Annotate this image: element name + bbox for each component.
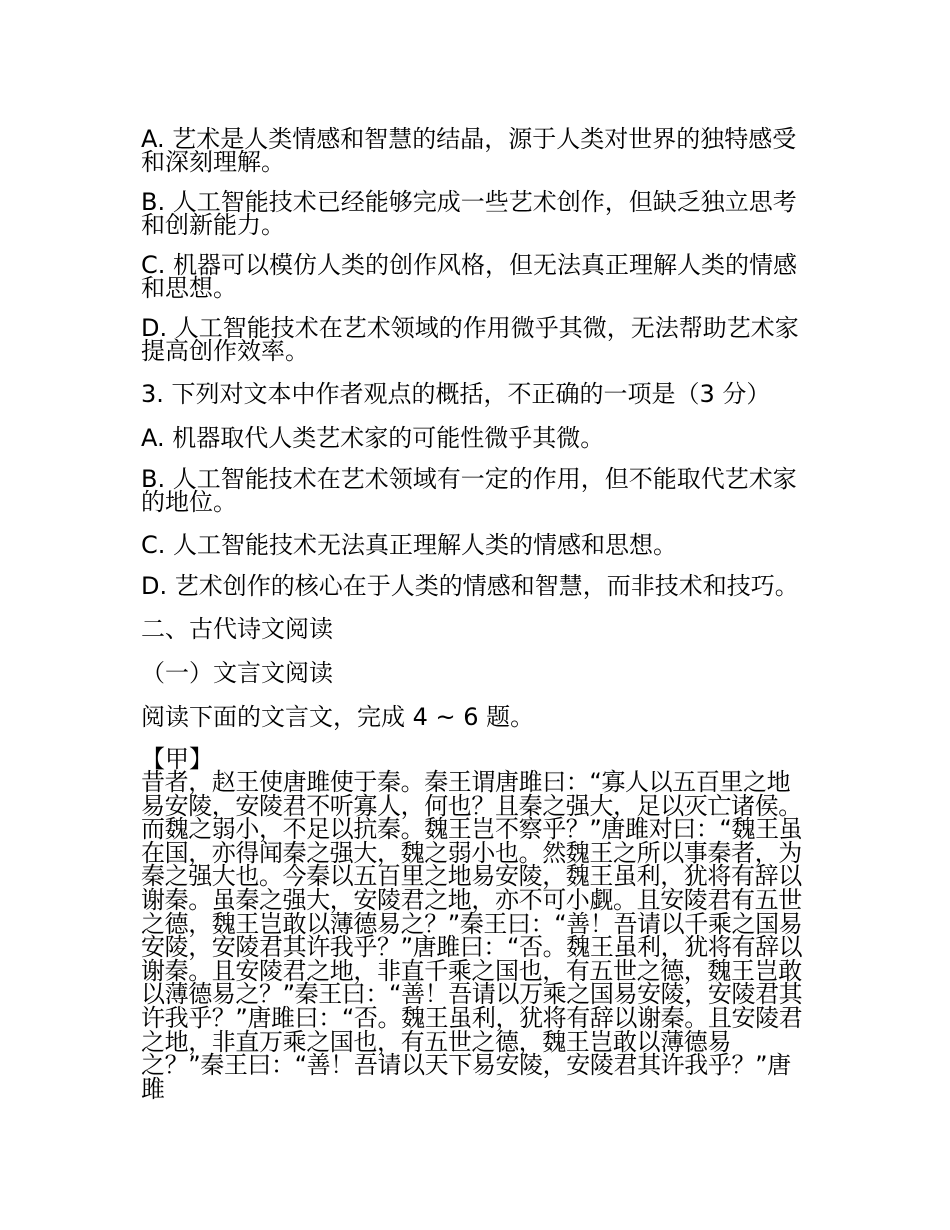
passage-label: 【甲】 xyxy=(141,745,213,773)
document-content xyxy=(141,125,806,1103)
subsection-title: （一）文言文阅读 xyxy=(141,659,333,687)
q3-stem: 3. 下列对文本中作者观点的概括，不正确的一项是（3 分） xyxy=(141,380,771,408)
q3-option-a: A. 机器取代人类艺术家的可能性微乎其微。 xyxy=(141,424,605,452)
q3-option-b: B. 人工智能技术在艺术领域有一定的作用，但不能取代艺术家的地位。 xyxy=(141,465,797,516)
q3-option-c: C. 人工智能技术无法真正理解人类的情感和思想。 xyxy=(141,531,678,559)
q3-option-d: D. 艺术创作的核心在于人类的情感和智慧，而非技术和技巧。 xyxy=(141,572,799,600)
section-title: 二、古代诗文阅读 xyxy=(141,615,333,643)
q2-option-b: B. 人工智能技术已经能够完成一些艺术创作，但缺乏独立思考和创新能力。 xyxy=(141,188,797,239)
instruction: 阅读下面的文言文，完成 4 ~ 6 题。 xyxy=(141,703,535,731)
passage-text: 昔者，赵王使唐雎使于秦。秦王谓唐雎曰：“寡人以五百里之地易安陵，安陵君不听寡人，何也？且秦之强大，足以灭亡诸侯。而魏之弱小，不足以抗秦。魏王岂不察乎？”唐雎对曰：“魏王虽在国，亦得闻秦之强大，魏之弱小也。然魏王之所以事秦者，为秦之强大也。今秦以五百里之地易安陵，魏王虽利，犹将有辞以谢秦。虽秦之强大，安陵君之地，亦不可小觑。且安陵君有五世之德，魏王岂敢以薄德易之？”秦王曰：“善！吾请以千乘之国易安陵，安陵君其许我乎？”唐雎曰：“否。魏王虽利，犹将有辞以谢秦。且安陵君之地，非直千乘之国也，有五世之德，魏王岂敢以薄德易之？”秦王曰：“善！吾请以万乘之国易安陵，安陵君其许我乎？”唐雎曰：“否。魏王虽利，犹将有辞以谢秦。且安陵君之地，非直万乘之国也，有五世之德，魏王岂敢以薄德易之？”秦王曰：“善！吾请以天下易安陵，安陵君其许我乎？”唐雎 xyxy=(141,768,803,1103)
q2-option-c: C. 机器可以模仿人类的创作风格，但无法真正理解人类的情感和思想。 xyxy=(141,251,798,302)
q2-option-d: D. 人工智能技术在艺术领域的作用微乎其微，无法帮助艺术家提高创作效率。 xyxy=(141,314,799,365)
q2-option-a: A. 艺术是人类情感和智慧的结晶，源于人类对世界的独特感受和深刻理解。 xyxy=(141,125,797,176)
